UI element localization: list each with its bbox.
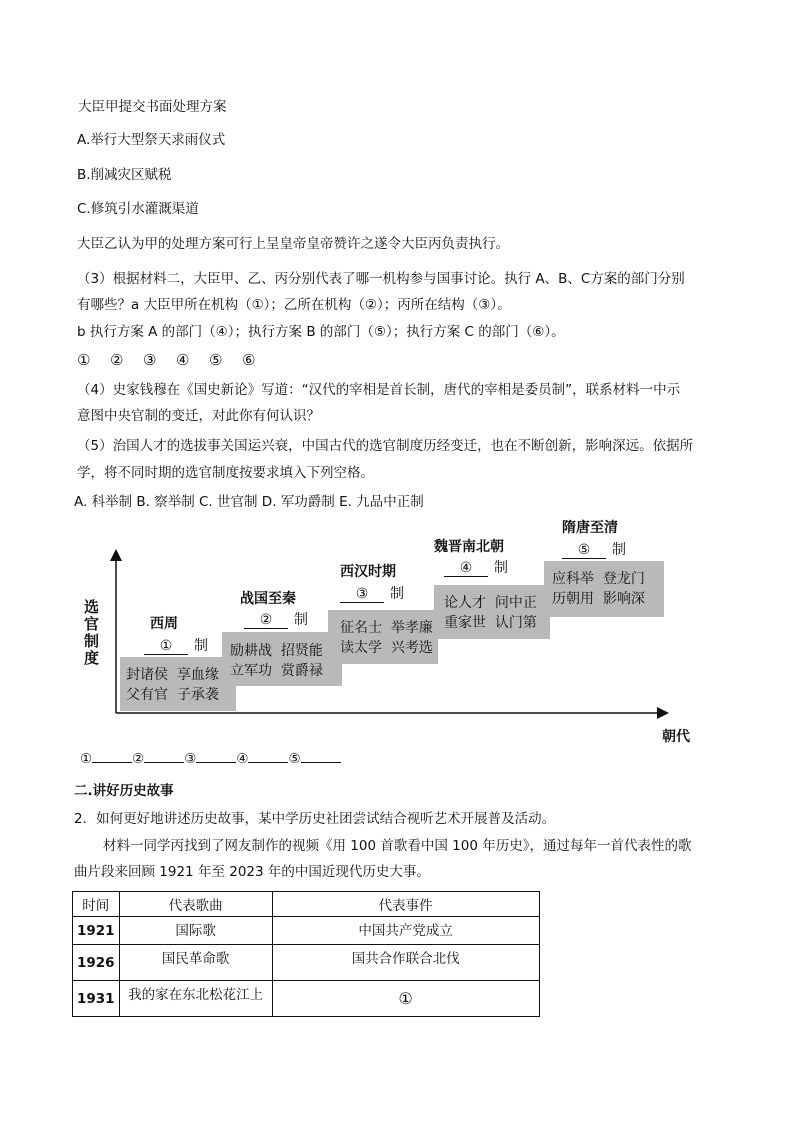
system-2 — [244, 609, 308, 629]
x-axis-label: 朝代 — [662, 729, 690, 745]
system-2-suffix: 制 — [294, 612, 308, 628]
material-1-line-2: 曲片段来回顾 1921 年至 2023 年的中国近现代历史大事。 — [74, 864, 430, 880]
table-row — [73, 945, 540, 981]
option-a: A.举行大型祭天求雨仪式 — [77, 132, 226, 148]
table-row — [73, 917, 540, 945]
blank-3-label: ③ — [184, 751, 197, 767]
step-2-text: 励耕战 招贤能 立军功 赏爵禄 — [230, 643, 323, 679]
y-axis-label: 选官制度 — [84, 598, 100, 667]
question-5-line-1: （5）治国人才的选拔事关国运兴衰，中国古代的选官制度历经变迁，也在不断创新，影响深远。依据所 — [77, 438, 694, 454]
header-song: 代表歌曲 — [119, 892, 272, 917]
question-4-line-2: 意图中央官制的变迁，对此你有何认识？ — [77, 408, 320, 424]
step-3-text: 征名士 举孝廉 读太学 兴考选 — [340, 620, 433, 656]
header-time: 时间 — [73, 892, 120, 917]
blank-5-input[interactable] — [301, 750, 341, 763]
circle-3: ③ — [143, 351, 157, 369]
era-3-label: 西汉时期 — [340, 564, 396, 580]
era-5-label: 隋唐至清 — [562, 520, 618, 536]
cell-song: 我的家在东北松花江上 — [119, 981, 272, 1017]
system-3-blank[interactable]: ③ — [340, 586, 384, 603]
era-2-label: 战国至秦 — [240, 591, 296, 607]
selection-system-diagram — [78, 515, 692, 745]
cell-event[interactable]: ① — [272, 981, 539, 1017]
blank-4-input[interactable] — [248, 750, 288, 763]
cell-year: 1931 — [73, 981, 120, 1017]
circle-1: ① — [77, 351, 91, 369]
question-5-line-2: 学，将不同时期的选官制度按要求填入下列空格。 — [77, 465, 374, 481]
option-b: B.削减灾区赋税 — [77, 167, 172, 183]
question-3-line-1: （3）根据材料二，大臣甲、乙、丙分别代表了哪一机构参与国事讨论。执行 A、B、C方案的部门分别 — [77, 271, 685, 287]
answer-blanks-row — [80, 750, 341, 767]
system-5 — [562, 539, 626, 559]
cell-year: 1926 — [73, 945, 120, 981]
blank-2-label: ② — [132, 751, 145, 767]
circle-4: ④ — [176, 351, 190, 369]
blank-1-input[interactable] — [92, 750, 132, 763]
cell-event: 中国共产党成立 — [272, 917, 539, 945]
cell-year: 1921 — [73, 917, 120, 945]
circle-5: ⑤ — [209, 351, 223, 369]
blank-1-label: ① — [80, 751, 93, 767]
system-3-suffix: 制 — [390, 586, 404, 602]
system-3 — [340, 583, 404, 603]
cell-song: 国际歌 — [119, 917, 272, 945]
step-1-text: 封诸侯 享血缘 父有官 子承袭 — [126, 667, 219, 703]
system-1-suffix: 制 — [194, 638, 208, 654]
section-2-heading: 二.讲好历史故事 — [74, 783, 174, 799]
table-row — [73, 981, 540, 1017]
step-5-text: 应科举 登龙门 历朝用 影响深 — [552, 571, 645, 607]
minister-b-statement: 大臣乙认为甲的处理方案可行上呈皇帝皇帝赞许之遂令大臣丙负责执行。 — [77, 236, 509, 252]
options-list: A. 科举制 B. 察举制 C. 世官制 D. 军功爵制 E. 九品中正制 — [74, 494, 424, 510]
blank-5-label: ⑤ — [288, 751, 301, 767]
blank-3-input[interactable] — [196, 750, 236, 763]
system-4-blank[interactable]: ④ — [444, 560, 488, 577]
system-4-suffix: 制 — [494, 560, 508, 576]
option-c: C.修筑引水灌溉渠道 — [77, 201, 199, 217]
table-header-row — [73, 892, 540, 917]
plan-intro: 大臣甲提交书面处理方案 — [78, 99, 227, 115]
header-event: 代表事件 — [272, 892, 539, 917]
system-5-suffix: 制 — [612, 542, 626, 558]
circled-number-row — [77, 351, 275, 369]
material-1-line-1: 材料一同学丙找到了网友制作的视频《用 100 首歌看中国 100 年历史》，通过每年一首代表性的歌 — [103, 838, 692, 854]
blank-4-label: ④ — [236, 751, 249, 767]
system-1-blank[interactable]: ① — [144, 638, 188, 655]
system-4 — [444, 557, 508, 577]
system-2-blank[interactable]: ② — [244, 612, 288, 629]
circle-2: ② — [110, 351, 124, 369]
question-4-line-1: （4）史家钱穆在《国史新论》写道：“汉代的宰相是首长制，唐代的宰相是委员制”，联系材料一中示 — [77, 382, 681, 398]
question-3-line-2: 有哪些？a 大臣甲所在机构（①）；乙所在机构（②）；丙所在结构（③）。 — [77, 297, 511, 313]
cell-event: 国共合作联合北伐 — [272, 945, 539, 981]
question-3-line-3: b 执行方案 A 的部门（④）；执行方案 B 的部门（⑤）；执行方案 C 的部门（⑥）。 — [77, 324, 565, 340]
history-songs-table — [72, 891, 540, 1017]
system-5-blank[interactable]: ⑤ — [562, 542, 606, 559]
era-1-label: 西周 — [150, 616, 178, 632]
step-4-text: 论人才 问中正 重家世 认门第 — [444, 595, 537, 631]
question-2-intro: 2．如何更好地讲述历史故事，某中学历史社团尝试结合视听艺术开展普及活动。 — [74, 811, 556, 827]
era-4-label: 魏晋南北朝 — [434, 539, 504, 555]
blank-2-input[interactable] — [144, 750, 184, 763]
cell-song: 国民革命歌 — [119, 945, 272, 981]
circle-6: ⑥ — [242, 351, 256, 369]
system-1 — [144, 635, 208, 655]
